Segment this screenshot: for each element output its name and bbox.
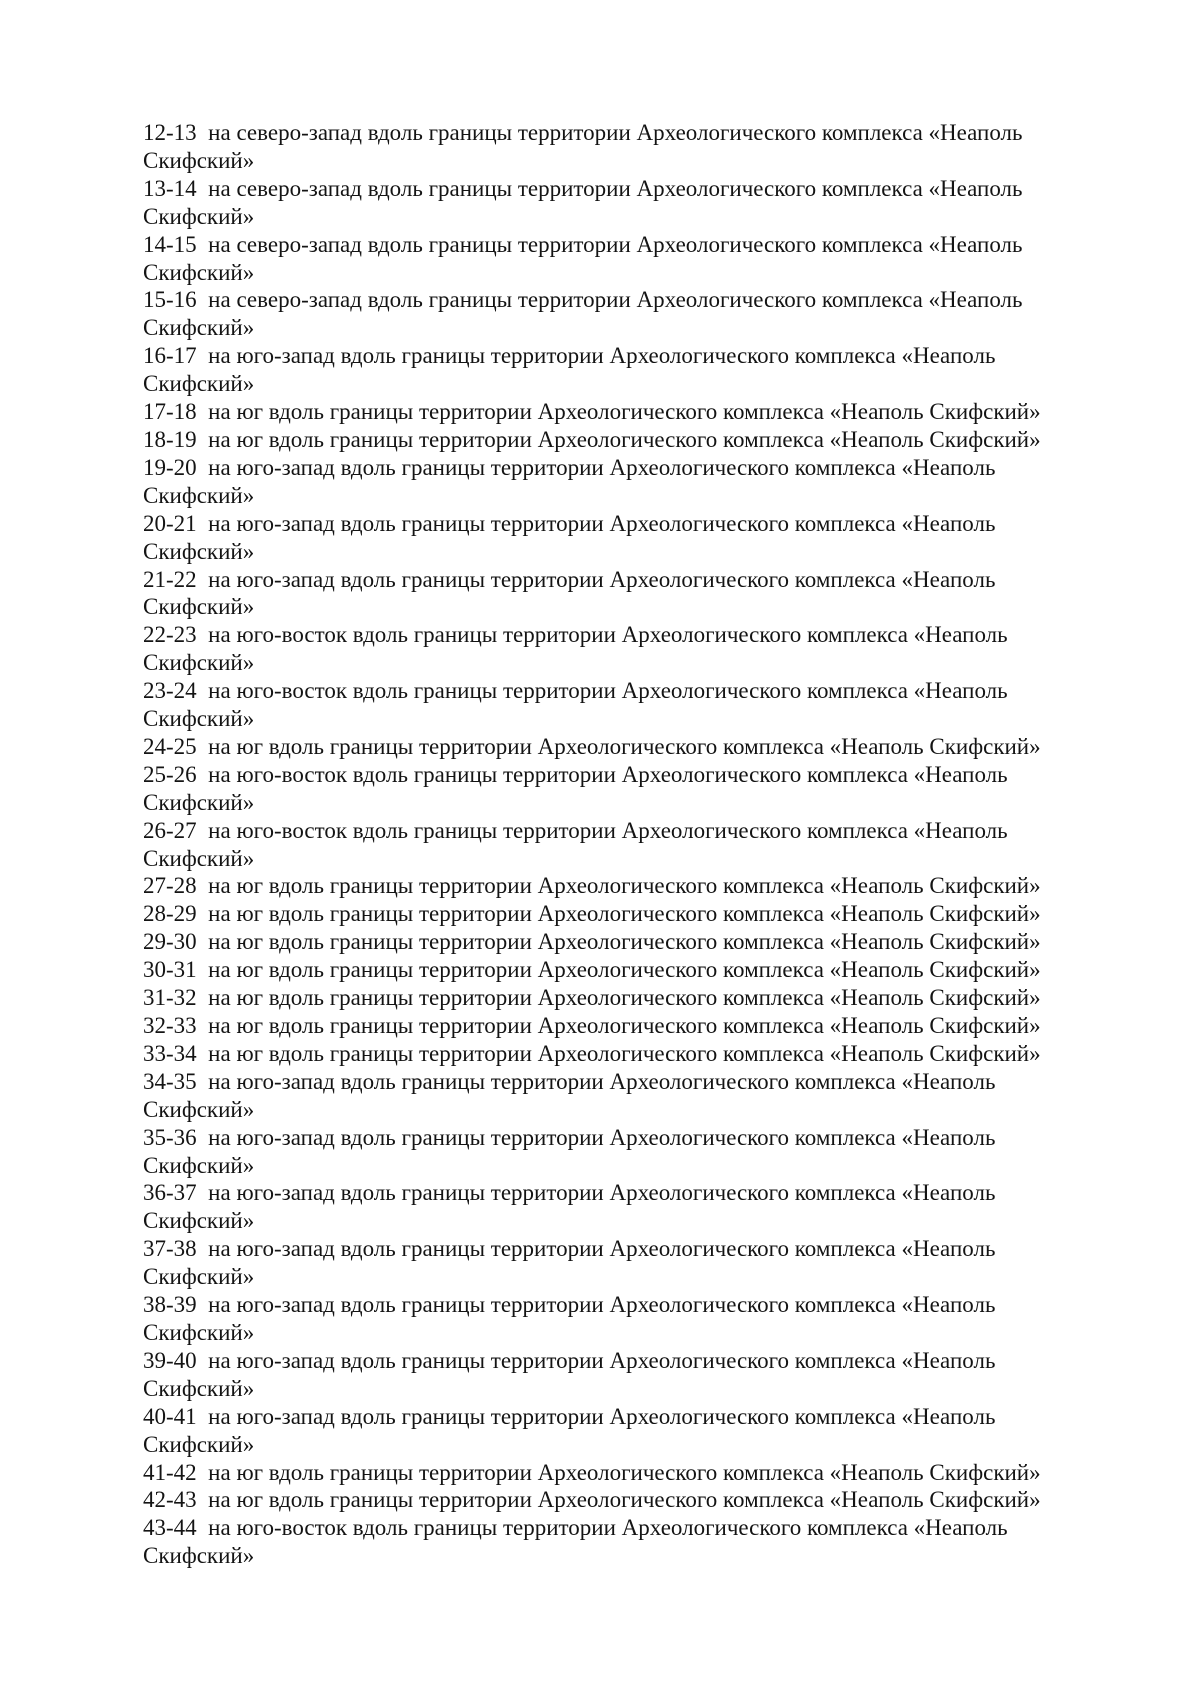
segment-number: 29-30 [143, 929, 197, 955]
boundary-entry [143, 1403, 1103, 1431]
segment-number: 37-38 [143, 1236, 197, 1262]
boundary-entry [143, 761, 1103, 789]
segment-description: на юг вдоль границы территории Археологического комплекса «Неаполь Скифский» [208, 901, 1041, 927]
segment-description: на юг вдоль границы территории Археологического комплекса «Неаполь Скифский» [208, 426, 1041, 452]
boundary-entry [143, 566, 1103, 594]
segment-number: 17-18 [143, 399, 197, 425]
segment-number: 16-17 [143, 343, 197, 369]
segment-number: 27-28 [143, 873, 197, 899]
boundary-entry [143, 1124, 1103, 1152]
segment-number: 19-20 [143, 454, 197, 480]
segment-description-continuation: Скифский» [143, 1096, 255, 1122]
segment-number: 30-31 [143, 957, 197, 983]
segment-description: на юг вдоль границы территории Археологического комплекса «Неаполь Скифский» [208, 985, 1041, 1011]
segment-description-continuation: Скифский» [143, 538, 255, 564]
segment-number: 14-15 [143, 231, 197, 257]
boundary-entry [143, 621, 1103, 649]
segment-number: 35-36 [143, 1124, 197, 1150]
segment-description: на юго-восток вдоль границы территории Археологического комплекса «Неаполь [208, 761, 1008, 787]
segment-number: 39-40 [143, 1347, 197, 1373]
boundary-entry [143, 1068, 1103, 1096]
segment-number: 28-29 [143, 901, 197, 927]
boundary-entry [143, 928, 1103, 956]
segment-description: на юго-запад вдоль границы территории Археологического комплекса «Неаполь [208, 1180, 996, 1206]
boundary-description-list [143, 119, 1103, 1570]
segment-description-continuation: Скифский» [143, 482, 255, 508]
segment-description: на юг вдоль границы территории Археологического комплекса «Неаполь Скифский» [208, 733, 1041, 759]
segment-number: 31-32 [143, 985, 197, 1011]
segment-description-continuation: Скифский» [143, 594, 255, 620]
boundary-entry [143, 1486, 1103, 1514]
segment-number: 24-25 [143, 733, 197, 759]
boundary-entry [143, 1040, 1103, 1068]
boundary-entry [143, 1012, 1103, 1040]
segment-description-continuation: Скифский» [143, 1264, 255, 1290]
boundary-entry [143, 342, 1103, 370]
segment-number: 43-44 [143, 1515, 197, 1541]
segment-number: 15-16 [143, 287, 197, 313]
boundary-entry [143, 426, 1103, 454]
segment-description: на юг вдоль границы территории Археологического комплекса «Неаполь Скифский» [208, 1013, 1041, 1038]
boundary-entry [143, 231, 1103, 259]
boundary-entry [143, 398, 1103, 426]
segment-description-continuation: Скифский» [143, 203, 255, 229]
segment-number: 34-35 [143, 1068, 197, 1094]
segment-description-continuation: Скифский» [143, 706, 255, 732]
boundary-entry [143, 454, 1103, 482]
segment-description: на северо-запад вдоль границы территории Археологического комплекса «Неаполь [208, 175, 1023, 201]
segment-description: на юг вдоль границы территории Археологического комплекса «Неаполь Скифский» [208, 1040, 1041, 1066]
segment-description: на юго-восток вдоль границы территории Археологического комплекса «Неаполь [208, 1515, 1008, 1541]
segment-number: 18-19 [143, 426, 197, 452]
segment-description-continuation: Скифский» [143, 1208, 255, 1234]
segment-description: на юго-запад вдоль границы территории Археологического комплекса «Неаполь [208, 510, 996, 536]
boundary-entry [143, 872, 1103, 900]
segment-number: 23-24 [143, 678, 197, 704]
segment-number: 26-27 [143, 817, 197, 843]
segment-number: 25-26 [143, 761, 197, 787]
boundary-entry [143, 1179, 1103, 1207]
segment-description: на юго-запад вдоль границы территории Археологического комплекса «Неаполь [208, 1124, 996, 1150]
segment-description: на юг вдоль границы территории Археологического комплекса «Неаполь Скифский» [208, 873, 1041, 899]
segment-number: 12-13 [143, 120, 197, 145]
segment-description-continuation: Скифский» [143, 789, 255, 815]
segment-description: на юго-запад вдоль границы территории Археологического комплекса «Неаполь [208, 343, 996, 369]
segment-description: на юг вдоль границы территории Археологического комплекса «Неаполь Скифский» [208, 957, 1041, 983]
segment-number: 21-22 [143, 566, 197, 592]
boundary-entry [143, 1291, 1103, 1319]
segment-description-continuation: Скифский» [143, 1431, 255, 1457]
boundary-entry [143, 1347, 1103, 1375]
segment-description-continuation: Скифский» [143, 147, 255, 173]
boundary-entry [143, 1235, 1103, 1263]
segment-description-continuation: Скифский» [143, 1375, 255, 1401]
segment-number: 33-34 [143, 1040, 197, 1066]
segment-number: 36-37 [143, 1180, 197, 1206]
boundary-entry [143, 286, 1103, 314]
boundary-entry [143, 510, 1103, 538]
segment-description: на юг вдоль границы территории Археологического комплекса «Неаполь Скифский» [208, 1487, 1041, 1513]
segment-description: на юго-запад вдоль границы территории Археологического комплекса «Неаполь [208, 1236, 996, 1262]
segment-description: на юго-запад вдоль границы территории Археологического комплекса «Неаполь [208, 1403, 996, 1429]
segment-description: на юг вдоль границы территории Археологического комплекса «Неаполь Скифский» [208, 1459, 1041, 1485]
segment-number: 22-23 [143, 622, 197, 648]
segment-description: на юго-восток вдоль границы территории Археологического комплекса «Неаполь [208, 678, 1008, 704]
boundary-entry [143, 1459, 1103, 1487]
segment-description: на северо-запад вдоль границы территории Археологического комплекса «Неаполь [208, 231, 1023, 257]
segment-description-continuation: Скифский» [143, 1319, 255, 1345]
boundary-entry [143, 175, 1103, 203]
boundary-entry [143, 677, 1103, 705]
boundary-entry [143, 733, 1103, 761]
segment-number: 40-41 [143, 1403, 197, 1429]
segment-number: 42-43 [143, 1487, 197, 1513]
segment-number: 41-42 [143, 1459, 197, 1485]
segment-description: на северо-запад вдоль границы территории Археологического комплекса «Неаполь [208, 120, 1023, 145]
segment-description: на юг вдоль границы территории Археологического комплекса «Неаполь Скифский» [208, 399, 1041, 425]
segment-description: на юго-запад вдоль границы территории Археологического комплекса «Неаполь [208, 1068, 996, 1094]
segment-description: на северо-запад вдоль границы территории Археологического комплекса «Неаполь [208, 287, 1023, 313]
segment-description: на юго-запад вдоль границы территории Археологического комплекса «Неаполь [208, 1347, 996, 1373]
segment-description: на юго-запад вдоль границы территории Археологического комплекса «Неаполь [208, 454, 996, 480]
segment-number: 13-14 [143, 175, 197, 201]
segment-description: на юго-восток вдоль границы территории Археологического комплекса «Неаполь [208, 622, 1008, 648]
boundary-entry [143, 119, 1103, 147]
segment-description-continuation: Скифский» [143, 1543, 255, 1569]
segment-number: 38-39 [143, 1292, 197, 1318]
segment-description: на юго-запад вдоль границы территории Археологического комплекса «Неаполь [208, 1292, 996, 1318]
segment-description: на юго-восток вдоль границы территории Археологического комплекса «Неаполь [208, 817, 1008, 843]
boundary-entry [143, 900, 1103, 928]
segment-description: на юго-запад вдоль границы территории Археологического комплекса «Неаполь [208, 566, 996, 592]
segment-description-continuation: Скифский» [143, 259, 255, 285]
segment-description-continuation: Скифский» [143, 845, 255, 871]
segment-description-continuation: Скифский» [143, 371, 255, 397]
segment-description-continuation: Скифский» [143, 315, 255, 341]
segment-number: 20-21 [143, 510, 197, 536]
boundary-entry [143, 1514, 1103, 1542]
segment-description: на юг вдоль границы территории Археологического комплекса «Неаполь Скифский» [208, 929, 1041, 955]
boundary-entry [143, 956, 1103, 984]
boundary-entry [143, 984, 1103, 1012]
boundary-entry [143, 817, 1103, 845]
segment-description-continuation: Скифский» [143, 650, 255, 676]
segment-description-continuation: Скифский» [143, 1152, 255, 1178]
segment-number: 32-33 [143, 1013, 197, 1038]
